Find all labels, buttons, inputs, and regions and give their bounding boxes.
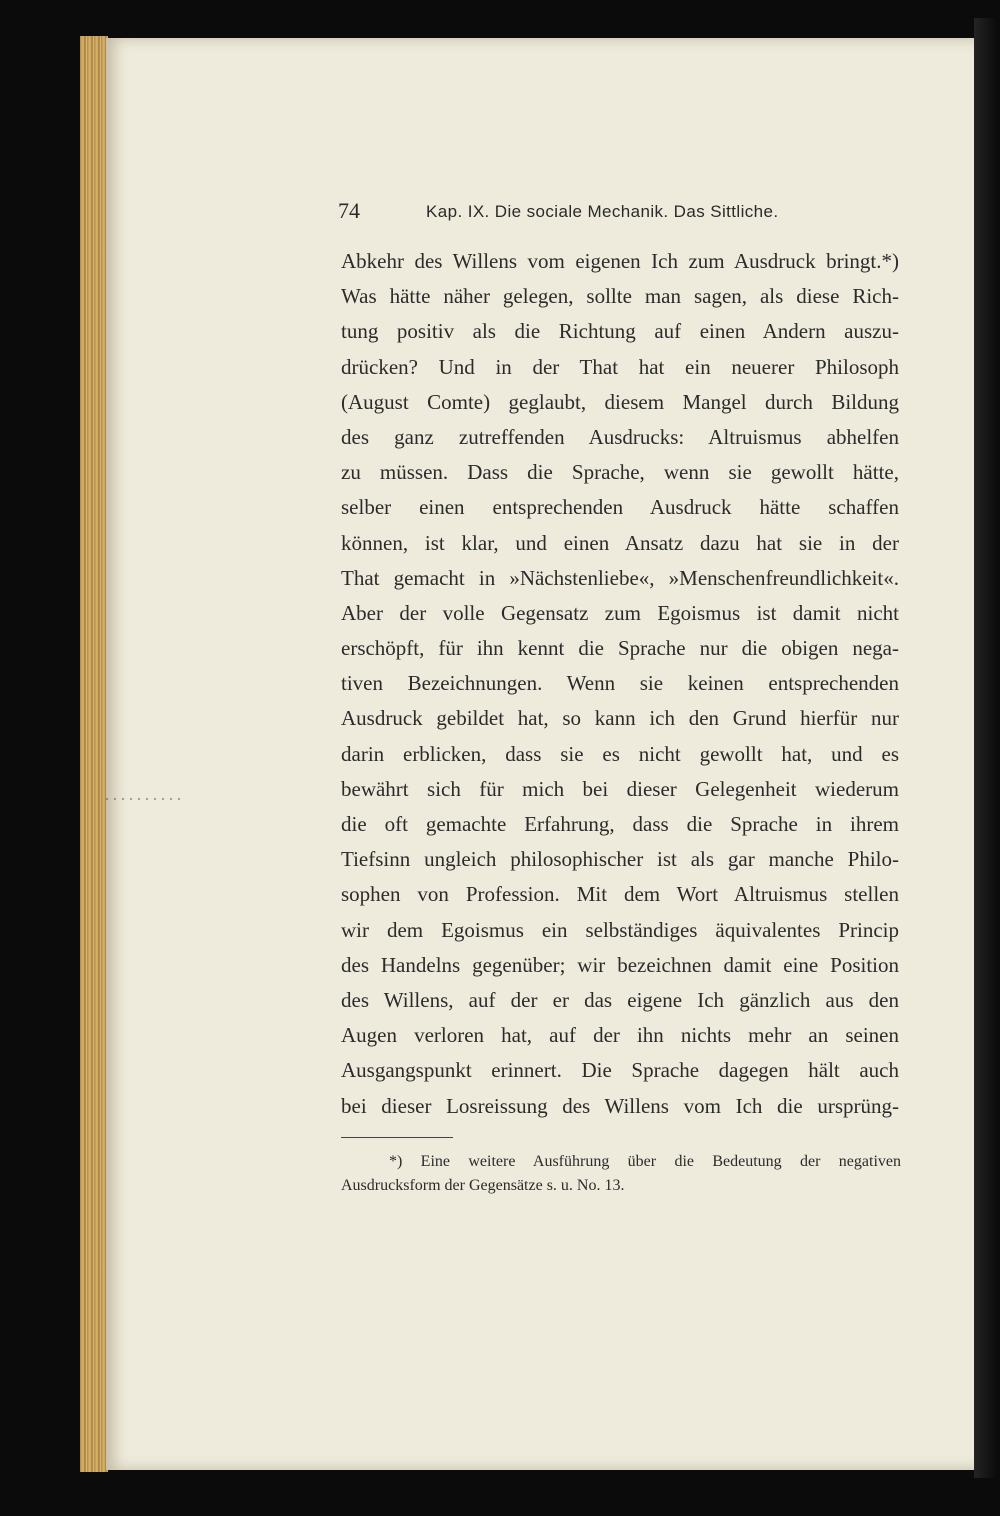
margin-dots [106,798,186,800]
text-line: wir dem Egoismus ein selbständiges äquivalentes Princip [341,917,899,942]
text-line: bei dieser Losreissung des Willens vom Ich die ursprüng- [341,1093,899,1118]
text-line: Was hätte näher gelegen, sollte man sagen, als diese Rich- [341,284,899,309]
binding-shadow [974,18,996,1478]
running-head: Kap. IX. Die sociale Mechanik. Das Sittliche. [426,202,779,221]
text-line: Aber der volle Gegensatz zum Egoismus ist damit nicht [341,600,899,625]
text-line: selber einen entsprechenden Ausdruck hätte schaffen [341,495,899,520]
footnote-rule [341,1137,453,1138]
text-line: erschöpft, für ihn kennt die Sprache nur die obigen nega- [341,636,899,661]
text-line: zu müssen. Dass die Sprache, wenn sie gewollt hätte, [341,460,899,485]
text-line: Abkehr des Willens vom eigenen Ich zum Ausdruck bringt.*) [341,249,899,273]
text-line: die oft gemachte Erfahrung, dass die Sprache in ihrem [341,812,899,836]
text-line: Tiefsinn ungleich philosophischer ist als gar manche Philo- [341,847,899,872]
text-line: des ganz zutreffenden Ausdrucks: Altruismus abhelfen [341,424,899,449]
footnote-line: *) Eine weitere Ausführung über die Bedeutung der negativen [389,1153,901,1170]
text-line: können, ist klar, und einen Ansatz dazu hat sie in der [341,530,899,555]
page-edge [80,36,108,1472]
text-line: (August Comte) geglaubt, diesem Mangel durch Bildung [341,389,899,414]
footnote-line: Ausdrucksform der Gegensätze s. u. No. 13. [341,1177,625,1194]
text-line: Ausdruck gebildet hat, so kann ich den Grund hierfür nur [341,706,899,731]
text-line: darin erblicken, dass sie es nicht gewollt hat, und es [341,741,899,766]
text-line: tiven Bezeichnungen. Wenn sie keinen entsprechenden [341,671,899,696]
page-number: 74 [338,198,360,223]
body-text [341,244,899,1124]
text-line: sophen von Profession. Mit dem Wort Altruismus stellen [341,882,899,907]
text-line: That gemacht in »Nächstenliebe«, »Menschenfreundlichkeit«. [341,565,899,590]
text-line: des Willens, auf der er das eigene Ich gänzlich aus den [341,987,899,1012]
text-line: des Handelns gegenüber; wir bezeichnen damit eine Position [341,952,899,977]
text-line: tung positiv als die Richtung auf einen Andern auszu- [341,319,899,344]
footnote [341,1150,901,1198]
text-line: Augen verloren hat, auf der ihn nichts mehr an seinen [341,1023,899,1048]
text-line: bewährt sich für mich bei dieser Gelegenheit wiederum [341,776,899,801]
page-header [338,198,898,228]
text-line: Ausgangspunkt erinnert. Die Sprache dagegen hält auch [341,1058,899,1083]
text-line: drücken? Und in der That hat ein neuerer Philosoph [341,354,899,379]
